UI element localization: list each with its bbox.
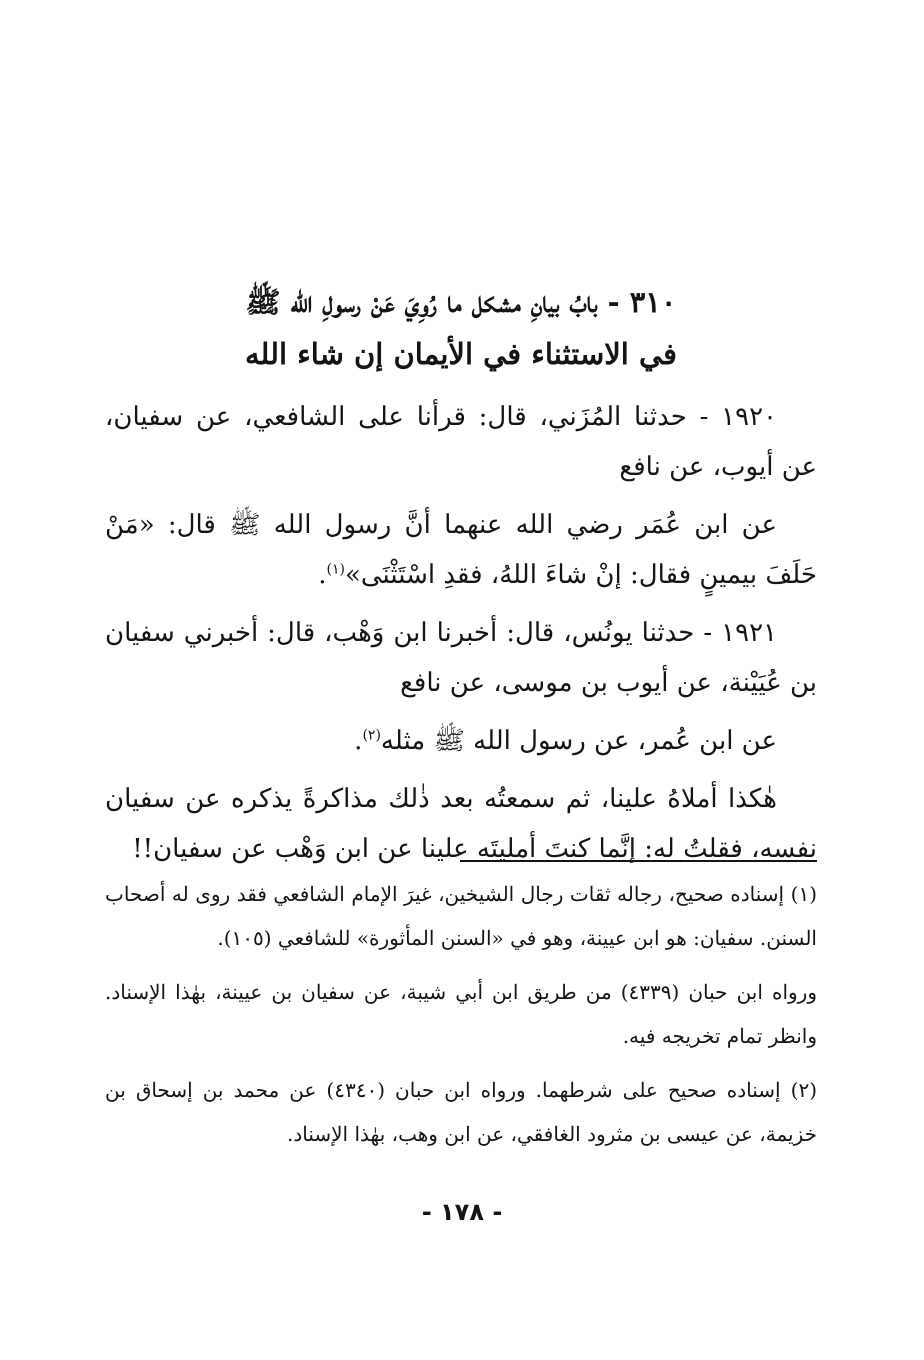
hadith-2-matn-end: . bbox=[354, 726, 363, 756]
footnote-divider bbox=[460, 860, 817, 862]
hadith-1-matn-text: عن ابن عُمَر رضي الله عنهما أنَّ رسول الله ﷺ قال: «مَنْ حَلَفَ بيمينٍ فقال: إنْ شاءَ اللهُ، فقدِ اسْتَثْنَى» bbox=[105, 510, 817, 590]
hadith-2-matn-text: عن ابن عُمر، عن رسول الله ﷺ مثله bbox=[380, 726, 777, 756]
page-number: - ١٧٨ - bbox=[421, 1198, 503, 1226]
footnotes bbox=[105, 872, 817, 1166]
footnote-1-continued: ورواه ابن حبان (٤٣٣٩) من طريق ابن أبي شيبة، عن سفيان بن عيينة، بهٰذا الإسناد. وانظر تمام تخريجه فيه. bbox=[105, 980, 817, 1048]
hadith-1-matn-end: . bbox=[318, 560, 327, 590]
commentary-paragraph: هٰكذا أملاهُ علينا، ثم سمعتُه بعد ذٰلك مذاكرةً يذكره عن سفيان نفسه، فقلتُ له: إنَّما كنتَ أمليتَه علينا عن ابن وَهْب عن سفيان!! bbox=[105, 784, 817, 864]
hadith-2-isnad: ١٩٢١ - حدثنا يونُس، قال: أخبرنا ابن وَهْب، قال: أخبرني سفيان بن عُيَيْنة، عن أيوب بن موسى، عن نافع bbox=[105, 618, 817, 698]
chapter-title bbox=[105, 276, 817, 380]
footnote-1: (١) إسناده صحيح، رجاله ثقات رجال الشيخين، غيرَ الإمام الشافعي فقد روى له أصحاب السنن. سفيان: هو ابن عيينة، وهو في «السنن المأثورة» للشافعي (١٠٥). bbox=[105, 882, 817, 950]
hadith-2-matn bbox=[105, 716, 817, 766]
chapter-title-line-2: في الاستثناء في الأيمان إن شاء الله bbox=[245, 337, 677, 371]
hadith-1-matn bbox=[105, 500, 817, 600]
footnote-ref-2: (٢) bbox=[362, 727, 381, 744]
footnote-ref-1: (١) bbox=[326, 561, 345, 578]
hadith-1-isnad: ١٩٢٠ - حدثنا المُزَني، قال: قرأنا على الشافعي، عن سفيان، عن أيوب، عن نافع bbox=[105, 402, 817, 482]
chapter-title-line-1: ٣١٠ - بابُ بيانِ مشكل ما رُوِيَ عَنْ رسولِ الله ﷺ bbox=[245, 285, 677, 319]
footnote-2: (٢) إسناده صحيح على شرطهما. ورواه ابن حبان (٤٣٤٠) عن محمد بن إسحاق بن خزيمة، عن عيسى بن مثرود الغافقي، عن ابن وهب، بهٰذا الإسناد. bbox=[105, 1078, 817, 1146]
main-text bbox=[105, 392, 817, 874]
